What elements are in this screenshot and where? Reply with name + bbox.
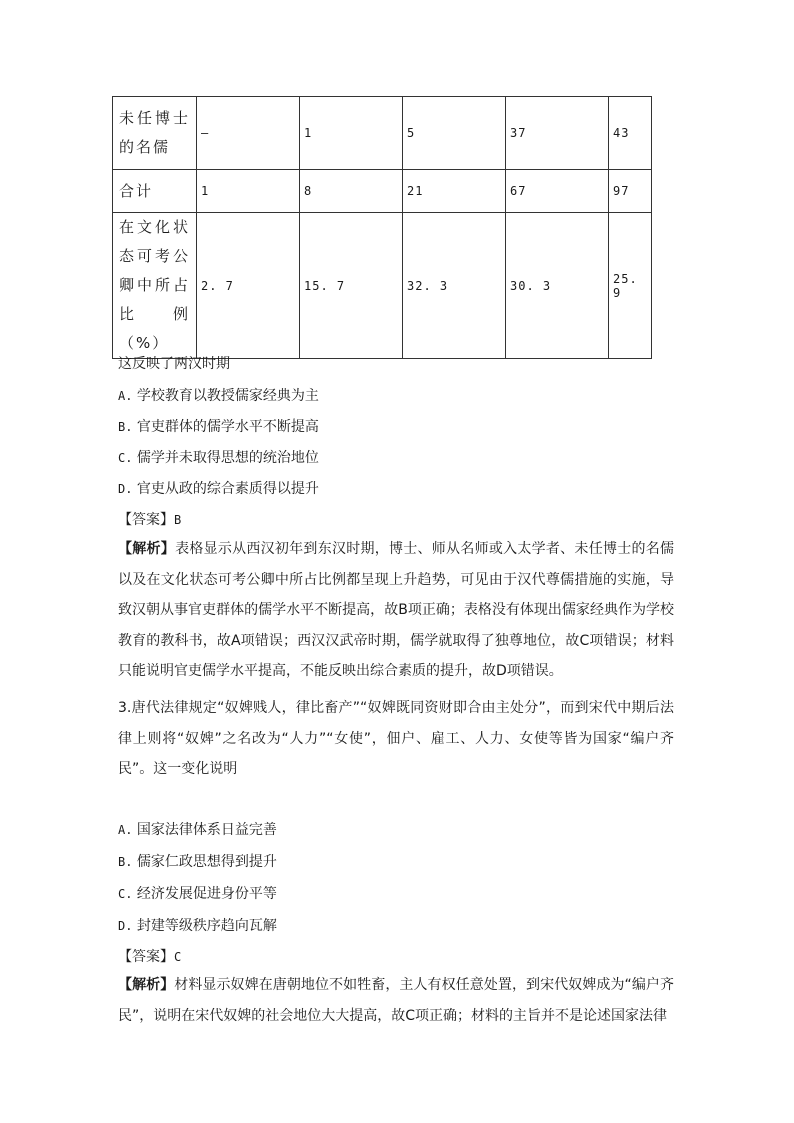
option-text: 学校教育以教授儒家经典为主 (136, 388, 319, 404)
option-text: 儒学并未取得思想的统治地位 (136, 450, 319, 466)
row-label: 合计 (113, 170, 197, 213)
row-label: 在文化状态可考公卿中所占比例（%） (113, 213, 197, 359)
option-letter: C. (118, 887, 133, 901)
table-cell: 15. 7 (300, 213, 403, 359)
table-cell: 67 (506, 170, 609, 213)
option-text: 儒家仁政思想得到提升 (136, 854, 277, 870)
option-letter: D. (118, 482, 133, 496)
analysis-text: 材料显示奴婢在唐朝地位不如牲畜，主人有权任意处置，到宋代奴婢成为“编户齐民”，说明在宋代奴婢的社会地位大大提高，故C项正确；材料的主旨并不是论述国家法律 (118, 977, 674, 1024)
option-a (118, 386, 319, 406)
option-text: 封建等级秩序趋向瓦解 (136, 918, 277, 934)
option-text: 官吏群体的儒学水平不断提高 (136, 419, 319, 435)
table-cell: 2. 7 (197, 213, 300, 359)
row-label: 未任博士的名儒 (113, 97, 197, 170)
option-b (118, 852, 277, 872)
table-cell: 5 (403, 97, 506, 170)
table-cell: 30. 3 (506, 213, 609, 359)
table-cell: 43 (609, 97, 652, 170)
option-c (118, 448, 319, 468)
analysis-label: 【解析】 (118, 977, 175, 993)
answer-label: 【答案】 (118, 949, 174, 965)
table-cell: 1 (300, 97, 403, 170)
table-cell: — (197, 97, 300, 170)
question-3-stem (118, 693, 674, 785)
option-d (118, 916, 277, 936)
question-stem: 这反映了两汉时期 (118, 356, 230, 372)
option-text: 官吏从政的综合素质得以提升 (136, 481, 319, 497)
table-cell: 21 (403, 170, 506, 213)
table-cell: 25. 9 (609, 213, 652, 359)
table-cell: 97 (609, 170, 652, 213)
option-letter: A. (118, 389, 133, 403)
table-cell: 37 (506, 97, 609, 170)
option-letter: B. (118, 855, 133, 869)
answer-line (118, 510, 181, 530)
analysis-paragraph (118, 534, 674, 687)
table-row (113, 97, 652, 170)
option-b (118, 417, 319, 437)
option-a (118, 820, 277, 840)
option-letter: C. (118, 451, 133, 465)
option-letter: A. (118, 823, 133, 837)
analysis-label: 【解析】 (118, 541, 176, 557)
option-c (118, 884, 277, 904)
table-row (113, 170, 652, 213)
option-letter: D. (118, 919, 133, 933)
table-cell: 8 (300, 170, 403, 213)
option-d (118, 479, 319, 499)
answer-value: B (174, 513, 182, 527)
question-text: 3.唐代法律规定“奴婢贱人，律比畜产”“奴婢既同资财即合由主处分”，而到宋代中期后法律上则将“奴婢”之名改为“人力”“女使”，佃户、雇工、人力、女使等皆为国家“编户齐民”。这一变化说明 (118, 700, 674, 777)
option-text: 经济发展促进身份平等 (136, 886, 277, 902)
answer-label: 【答案】 (118, 512, 174, 528)
answer-line (118, 947, 181, 967)
table-cell: 32. 3 (403, 213, 506, 359)
data-table (112, 96, 652, 359)
answer-value: C (174, 950, 182, 964)
option-text: 国家法律体系日益完善 (136, 822, 277, 838)
table-row (113, 213, 652, 359)
option-letter: B. (118, 420, 133, 434)
analysis-paragraph (118, 970, 674, 1031)
table-cell: 1 (197, 170, 300, 213)
analysis-text: 表格显示从西汉初年到东汉时期，博士、师从名师或入太学者、未任博士的名儒以及在文化状态可考公卿中所占比例都呈现上升趋势，可见由于汉代尊儒措施的实施，导致汉朝从事官吏群体的儒学水平不断提高，故B项正确；表格没有体现出儒家经典作为学校教育的教科书，故A项错误；西汉汉武帝时期，儒学就取得了独尊地位，故C项错误；材料只能说明官吏儒学水平提高，不能反映出综合素质的提升，故D项错误。 (118, 541, 675, 679)
